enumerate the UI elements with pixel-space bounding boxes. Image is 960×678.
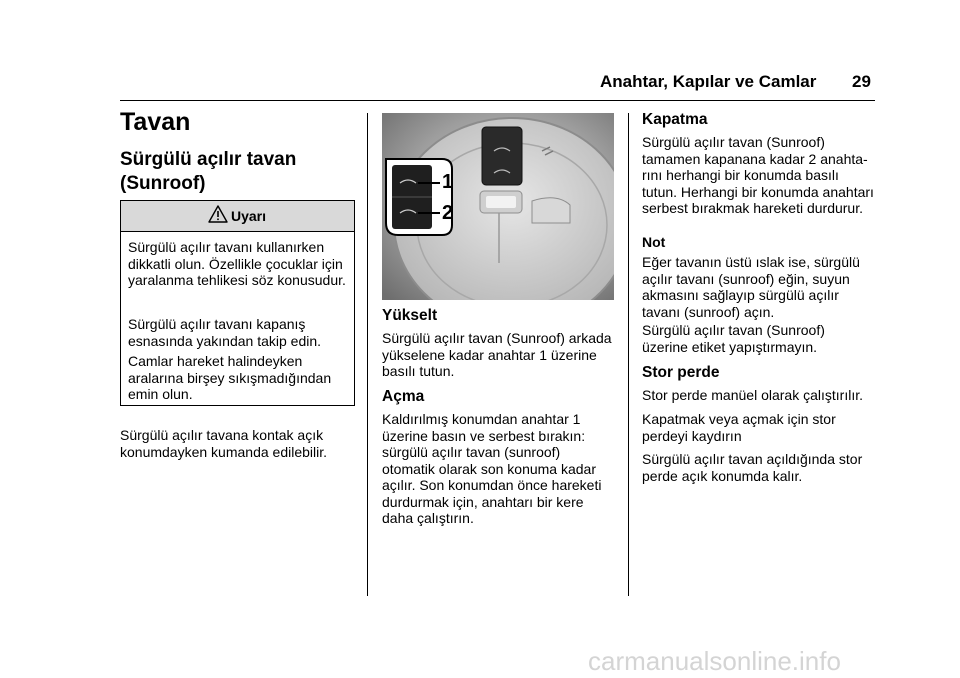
body-paragraph: Stor perde manüel olarak çalıştırılır. [642, 387, 863, 403]
page-number: 29 [852, 72, 871, 91]
body-paragraph: Sürgülü açılır tavan (Sunroof) arkada yükselene kadar anahtar 1 üzerine basılı tutun. [382, 330, 612, 379]
body-paragraph: Sürgülü açılır tavan açıldığında stor perde açık konumda kalır. [642, 451, 863, 484]
watermark: carmanualsonline.info [588, 646, 841, 676]
column-divider-1 [367, 113, 368, 596]
header-rule [120, 100, 875, 101]
section-heading: Kapatma [642, 111, 708, 128]
warning-paragraph: Sürgülü açılır tavanı kapanış esnasında yakından takip edin. [128, 316, 322, 349]
body-paragraph: Kaldırılmış konumdan anahtar 1 üzerine basın ve serbest bırakın: sürgülü açılır tavan (sunroof) otomatik olarak son konuma kadar açılır. Son konumdan önce hareketi durdurmak için, anahtarı bir kere daha çalıştırın. [382, 411, 602, 526]
section-heading: Yükselt [382, 307, 438, 324]
warning-label: Uyarı [231, 208, 267, 224]
section-heading: Açma [382, 388, 425, 405]
body-paragraph: Sürgülü açılır tavana kontak açık konumdayken kumanda edilebilir. [120, 427, 328, 460]
section-heading: Sürgülü açılır tavan (Sunroof) [120, 149, 297, 194]
warning-icon [208, 205, 228, 223]
sunroof-switch-figure [382, 113, 614, 300]
sunroof-switch-illustration [382, 113, 614, 300]
section-title: Anahtar, Kapılar ve Camlar [600, 72, 817, 91]
callout-2: 2 [442, 202, 454, 224]
warning-paragraph: Camlar hareket halindeyken aralarına birşey sıkışmadığından emin olun. [128, 353, 332, 402]
body-paragraph: Sürgülü açılır tavan (Sunroof) üzerine etiket yapıştırmayın. [642, 322, 825, 355]
page-heading: Tavan [120, 108, 191, 136]
body-paragraph: Kapatmak veya açmak için stor perdeyi kaydırın [642, 411, 836, 444]
warning-paragraph: Sürgülü açılır tavanı kullanırken dikkatli olun. Özellikle çocuklar için yaralanma tehlikesi söz konusudur. [128, 239, 346, 288]
body-paragraph: Sürgülü açılır tavan (Sunroof) tamamen kapanana kadar 2 anahta-rını herhangi bir konumda basılı tutun. Herhangi bir konumda anahtarı serbest bırakmak hareketi durdurur. [642, 134, 874, 216]
column-divider-2 [628, 113, 629, 596]
section-heading: Stor perde [642, 364, 720, 381]
callout-1: 1 [442, 171, 454, 193]
body-paragraph: Eğer tavanın üstü ıslak ise, sürgülü açılır tavanı (sunroof) eğin, suyun akmasını sağlayıp sürgülü açılır tavanı (sunroof) açın. [642, 254, 860, 320]
note-label: Not [642, 234, 666, 250]
warning-header [121, 201, 354, 232]
warning-box [120, 200, 355, 406]
